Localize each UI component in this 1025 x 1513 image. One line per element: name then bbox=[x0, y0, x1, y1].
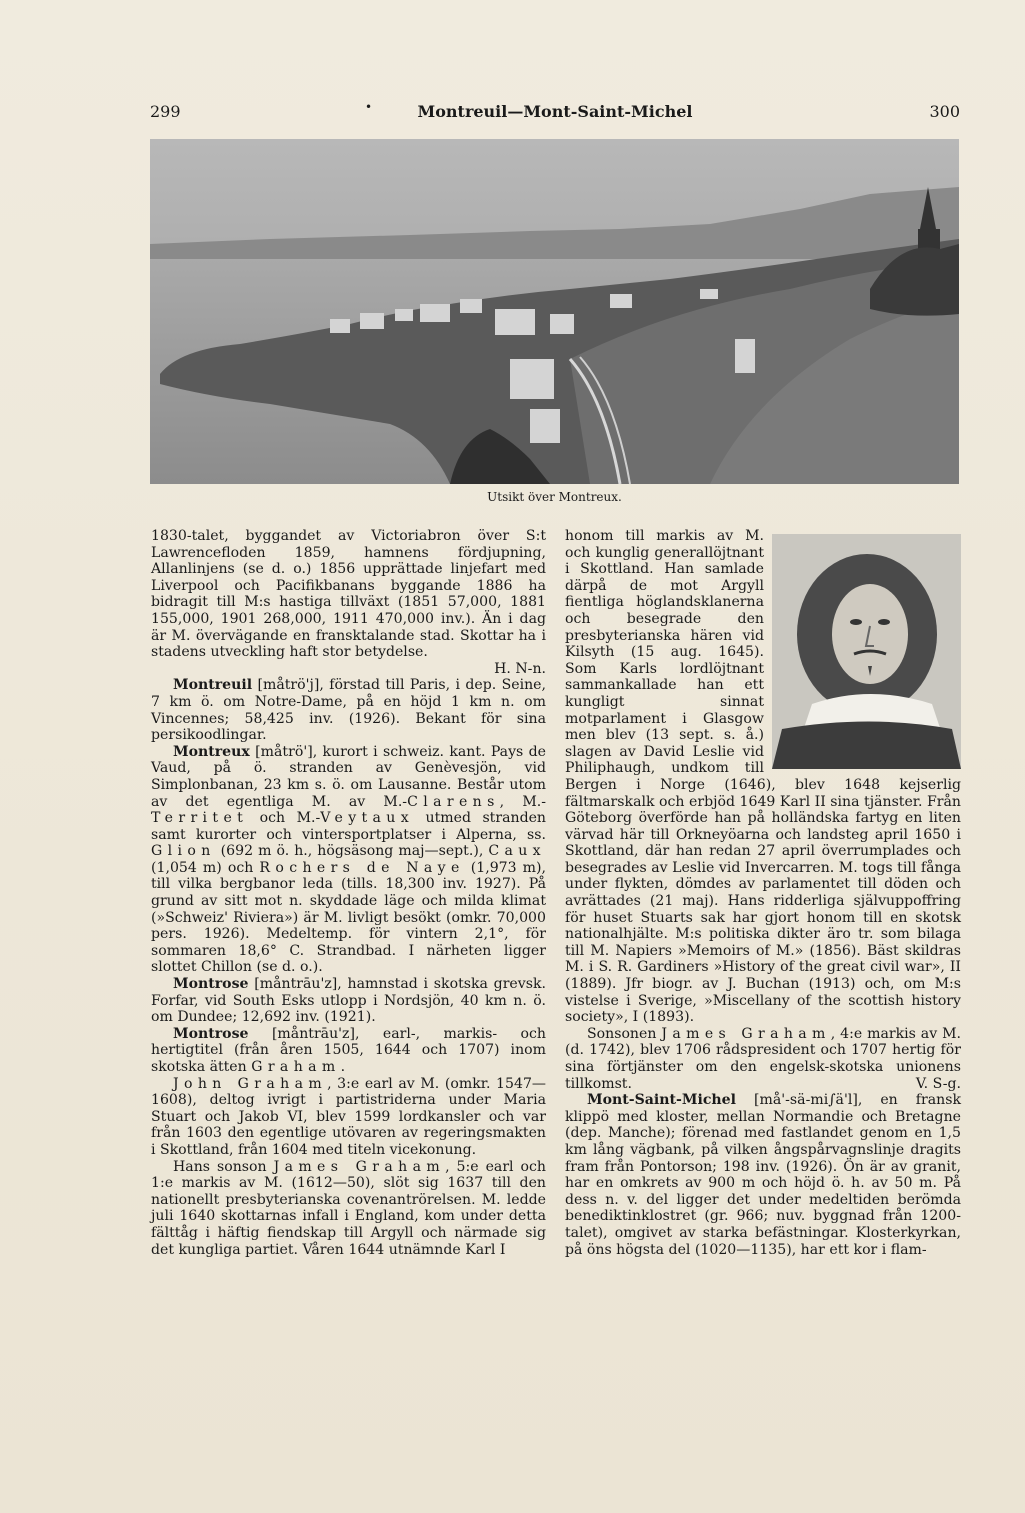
headword: Montreux bbox=[173, 743, 250, 760]
entry-text: utmed stranden samt kurorter och vintersportplatser i Alperna, ss. bbox=[151, 810, 547, 843]
spaced-name: Caux bbox=[488, 843, 546, 860]
montrose-portrait bbox=[772, 534, 961, 769]
entry-text: [måtrö'], kurort i schweiz. kant. Pays de Vaud, på ö. stranden av Genèvesjön, vid Simplonbanan, 23 km s. ö. om Lausanne. Består utom av det egentliga M. av M.- bbox=[151, 743, 546, 810]
entry-text: [må'-sä-mi∫ä'l], en fransk klippö med kloster, mellan Normandie och Bretagne (dep. Manche); förenad med fastlandet genom en 1,5 km lång vägbank, på vilken ångspårvagnslinje dragits fram från Pontorson; 198 inv. (1926). Ön är av granit, har en omkrets av 900 m och höjd ö. h. av 50 m. På dess n. v. del ligger det under medeltiden berömda benediktinklostret (gr. 966; nuv. byggnad från 1200-talet), omgivet av starka befästningar. Klosterkyrkan, på öns högsta del (1020—1135), har ett kor i flam- bbox=[565, 1092, 961, 1258]
entry-mont-saint-michel bbox=[565, 1092, 961, 1258]
entry-text: , 3:e earl av M. (omkr. 1547—1608), deltog ivrigt i partistriderna under Maria Stuart och Jakob VI, blev 1599 lordkansler och var från 1603 den egentlige utövaren av regeringsmakten i Skottland, från 1604 med titeln vicekonung. bbox=[151, 1075, 546, 1158]
entry-text: (1,054 m) och bbox=[151, 859, 254, 876]
entry-text: , M.- bbox=[499, 793, 546, 810]
entry-text: och M.- bbox=[248, 810, 321, 827]
entry-montrose-title: Montrose [måntrāu'z], earl-, markis- och hertigtitel (från åren 1505, 1644 och 1707) inom skotska ätten Graham. bbox=[151, 1025, 546, 1075]
spaced-name: John Graham bbox=[173, 1075, 328, 1092]
entry-text: (1,973 m), till vilka bergbanor leda (tills. 18,300 inv. 1927). På grund av sitt mot n. skyddade läge och milda klimat (»Schweiz' Riviera») är M. livligt besökt (omkr. 70,000 pers. 1926). Medeltemp. för vintern 2,1°, för sommaren 18,6° C. Strandbad. I närheten ligger slottet Chillon (se d. o.). bbox=[151, 859, 547, 976]
entry-montreux bbox=[151, 744, 546, 976]
headword: Mont-Saint-Michel bbox=[587, 1092, 736, 1109]
left-column bbox=[151, 528, 546, 1258]
right-column bbox=[565, 528, 961, 1258]
entry-text: [måtrö'j], förstad till Paris, i dep. Seine, 7 km ö. om Notre-Dame, på en höjd 1 km n. om Vincennes; 58,425 inv. (1926). Bekant för sina persikoodlingar. bbox=[151, 677, 546, 744]
montrose-continuation: honom till markis av M. och kunglig generallöjtnant i Skottland. Han samlade därpå de mot Argyll fientliga höglandsklanerna och besegrade den presbyterianska hären vid Kilsyth (15 aug. 1645). Som Karls lordlöjtnant sammankallade han ett kungligt sinnat motparlament i Glasgow men blev (13 sept. s. å.) slagen av David Leslie vid Philiphaugh, undkom till Bergen i Norge (1646), blev 1648 kejserlig fältmarskalk och erbjöd 1649 Karl II sina tjänster. Från Göteborg överförde han på holländska fartyg en liten värvad här till Orkneyöarna och landsteg april 1650 i Skottland, där han redan 27 april överrumplades och besegrades av Leslie vid Invercarren. M. togs till fånga under flykten, dömdes av parlamentet till döden och avrättades (21 maj). Hans ridderliga självuppoffring för huset Stuarts sak har gjort honom till en skotsk nationalhjälte. M:s politiska dikter äro tr. som bilaga till M. Napiers »Memoirs of M.» (1856). Bäst skildras M. i S. R. Gardiners »History of the great civil war», II (1889). Jfr biogr. av J. Buchan (1913) och, om M:s vistelse i Sverige, »Miscellany of the scottish history society», I (1893). bbox=[565, 528, 961, 1026]
montreal-text: 1830-talet, byggandet av Victoriabron över S:t Lawrencefloden 1859, hamnens fördjupning, Allanlinjens (se d. o.) 1856 upprättade linjefart med Liverpool och Pacifikbanans byggande 1886 ha bidragit till M:s hastiga tillväxt (1851 57,000, 1881 155,000, 1901 268,000, 1911 470,000 inv.). Än i dag är M. övervägande en fransktalande stad. Skottar ha i stadens utveckling haft stor betydelse. bbox=[151, 528, 546, 661]
entry-text: , 4:e markis av M. (d. 1742), blev 1706 rådspresident och 1707 hertig för sina förtjänster om den engelsk-skotska unionens tillkomst. bbox=[565, 1025, 961, 1092]
header-dot: • bbox=[365, 100, 373, 114]
subentry-james-graham-4th bbox=[565, 1026, 961, 1092]
subentry-james-graham bbox=[151, 1159, 546, 1259]
spaced-name: Veytaux bbox=[320, 810, 415, 827]
author-signature: H. N-n. bbox=[494, 660, 546, 677]
entry-text: (692 m ö. h., högsäsong maj—sept.), bbox=[215, 843, 484, 860]
subentry-john-graham bbox=[151, 1076, 546, 1159]
running-header bbox=[150, 102, 960, 126]
headword: Montreuil bbox=[173, 677, 253, 694]
entry-text: [måntrāu'z], earl-, markis- och hertigtitel (från åren 1505, 1644 och 1707) inom skotska ätten bbox=[151, 1025, 546, 1075]
author-signature: V. S-g. bbox=[915, 1075, 961, 1092]
spaced-name: Rochers de Naye bbox=[259, 859, 465, 876]
page-number-left: 299 bbox=[150, 102, 181, 121]
spaced-name: Glion bbox=[151, 843, 216, 860]
montreal-continuation bbox=[151, 528, 546, 677]
headword: Montrose bbox=[173, 976, 249, 993]
entry-text: Sonsonen bbox=[587, 1025, 657, 1042]
header-title: Montreuil—Mont-Saint-Michel bbox=[417, 102, 693, 121]
entry-montrose-town bbox=[151, 976, 546, 1026]
spaced-name: Graham bbox=[251, 1059, 341, 1075]
page-number-right: 300 bbox=[929, 102, 960, 121]
montreux-photo bbox=[150, 139, 959, 484]
entry-text: , 5:e earl och 1:e markis av M. (1612—50), slöt sig 1637 till den nationellt presbyterianska covenantrörelsen. M. ledde juli 1640 skottarnas infall i England, kom under detta fälttåg i häftig fiendskap till Argyll och närmade sig det kungliga partiet. Våren 1644 utnämnde Karl I bbox=[151, 1158, 546, 1258]
entry-montreuil bbox=[151, 677, 546, 743]
spaced-name: Territet bbox=[151, 810, 249, 827]
spaced-name: Clarens bbox=[407, 793, 500, 810]
entry-text: [måntrāu'z], hamnstad i skotska grevsk. Forfar, vid South Esks utlopp i Nordsjön, 40 km n. ö. om Dundee; 12,692 inv. (1921). bbox=[151, 976, 546, 1026]
headword: Montrose bbox=[173, 1025, 249, 1042]
entry-text: Hans sonson bbox=[173, 1158, 267, 1175]
photo-caption: Utsikt över Montreux. bbox=[487, 490, 622, 504]
spaced-name: James Graham bbox=[661, 1025, 831, 1042]
spaced-name: James Graham bbox=[273, 1158, 446, 1175]
